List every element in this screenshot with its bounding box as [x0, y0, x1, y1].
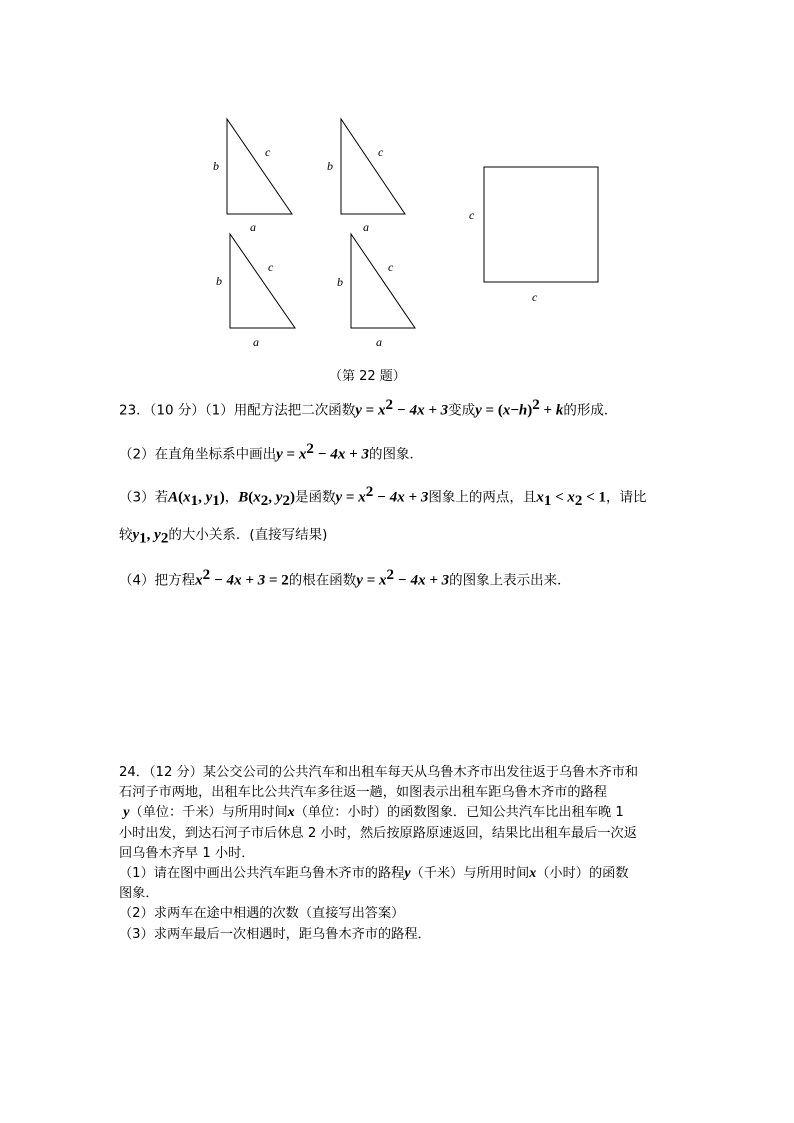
- q23-line-3: （3）若$A(x_1$, $y_1$)，$B(x_2$, $y_2$)是函数$y = x^2 - 4x + 3$图象上的两点，且$x_1 < x_2 < 1$，请比: [119, 484, 647, 510]
- label-c: c: [378, 145, 384, 159]
- label-c: c: [532, 290, 538, 304]
- label-c: c: [469, 208, 475, 222]
- q24-line-2: 石河子市两地，出租车比公共汽车多往返一趟，如图表示出租车距乌鲁木齐市的路程: [119, 785, 607, 801]
- triangle-2: [341, 119, 405, 214]
- label-b: b: [213, 159, 219, 173]
- q23-line-1: 23．（10 分）（1）用配方法把二次函数$y = x^2 - 4x + 3$变成$y = (x-h)^2 + k$的形成．: [119, 397, 618, 419]
- label-c: c: [265, 145, 271, 159]
- triangle-1: [227, 119, 292, 214]
- label-a: a: [376, 335, 382, 349]
- label-b: b: [327, 159, 333, 173]
- q24-line-4: 小时出发，到达石河子市后休息 2 小时，然后按原路原速返回，结果比出租车最后一次返: [119, 825, 637, 841]
- q24-paragraph: [119, 763, 689, 945]
- label-a: a: [253, 335, 259, 349]
- q23-line-2: （2）在直角坐标系中画出$y = x^2 - 4x + 3$的图象．: [119, 441, 423, 463]
- label-a: a: [250, 220, 256, 234]
- q24-line-9: （3）求两车最后一次相遇时，距乌鲁木齐市的路程．: [119, 926, 431, 942]
- q24-line-7: 图象．: [119, 886, 159, 902]
- label-b: b: [337, 275, 343, 289]
- label-b: b: [216, 274, 222, 288]
- q24-line-3: y（单位：千米）与所用时间x（单位：小时）的函数图象．已知公共汽车比出租车晚 1: [123, 805, 624, 821]
- square: [484, 167, 598, 282]
- q24-line-1: 24．（12 分）某公交公司的公共汽车和出租车每天从乌鲁木齐市出发往返于乌鲁木齐市和: [119, 765, 639, 780]
- q24-line-8: （2）求两车在途中相遇的次数（直接写出答案）: [119, 906, 405, 922]
- label-c: c: [268, 260, 274, 274]
- figure-22: [0, 0, 794, 400]
- q23-line-5: （4）把方程$x^2 - 4x + 3 = 2$的根在函数$y = x^2 - 4x + 3$的图象上表示出来．: [119, 567, 571, 589]
- triangle-4: [351, 234, 415, 328]
- q24-line-5: 回乌鲁木齐早 1 小时．: [119, 845, 255, 861]
- q23-line-4: 较$y_1$, $y_2$的大小关系．(直接写结果): [119, 527, 328, 547]
- label-c: c: [388, 260, 394, 274]
- label-a: a: [363, 220, 369, 234]
- triangle-3: [230, 234, 295, 328]
- q24-line-6: （1）请在图中画出公共汽车距乌鲁木齐市的路程y（千米）与所用时间x（小时）的函数: [119, 866, 629, 882]
- figure-caption: （第 22 题）: [329, 369, 406, 384]
